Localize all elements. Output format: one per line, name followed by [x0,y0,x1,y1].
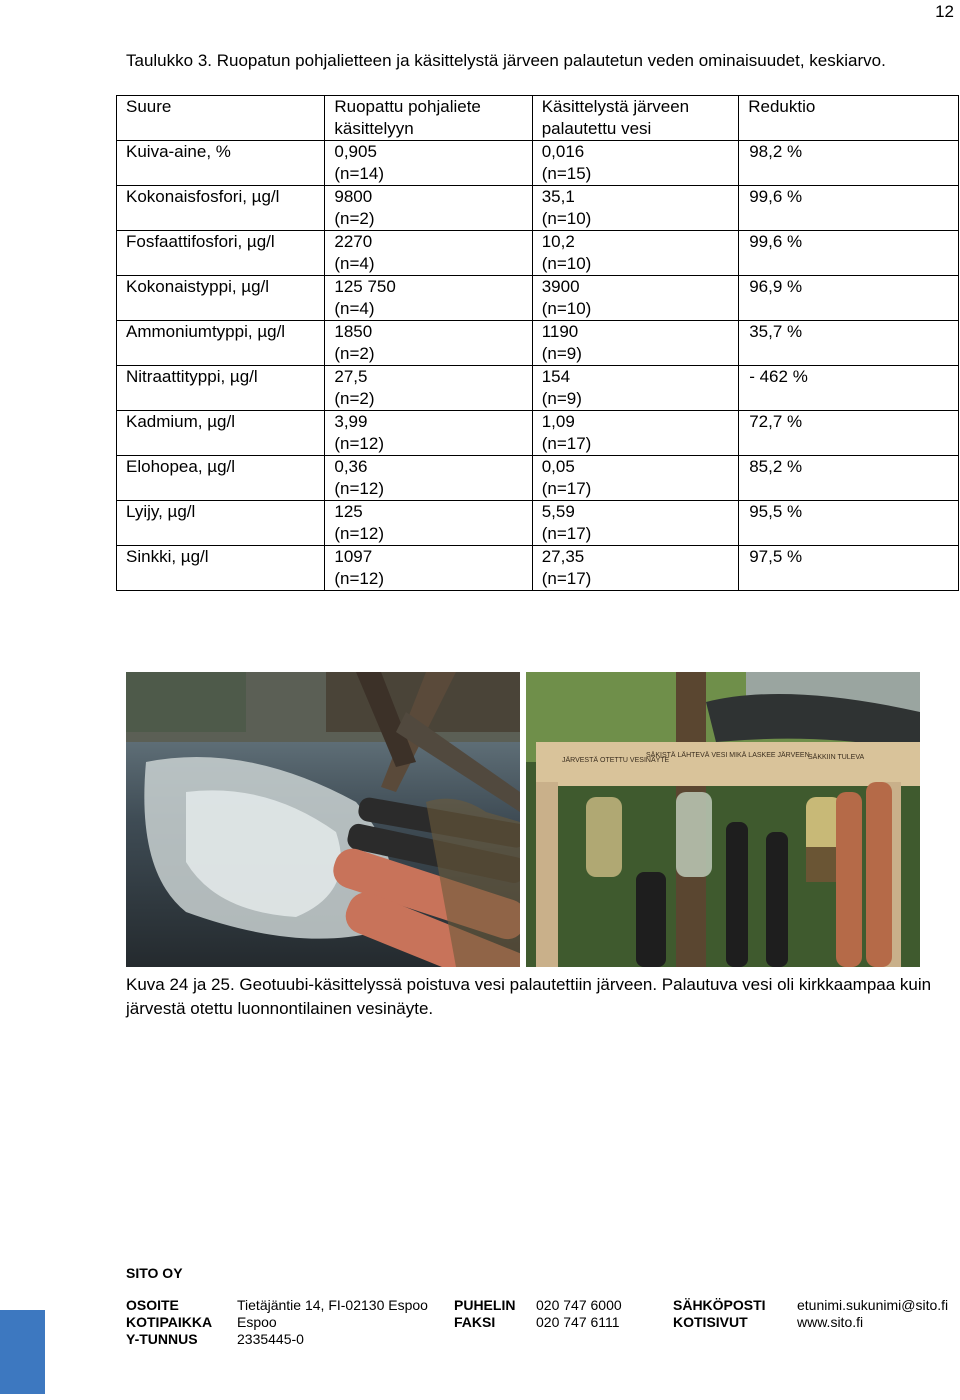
cell-reduction-line: 99,6 % [749,187,803,206]
cell-parameter [117,231,325,276]
cell-parameter-line: Fosfaattifosfori, µg/l [126,232,275,251]
cell-parameter-line: Ammoniumtyppi, µg/l [126,322,286,341]
cell-reduction-line: 99,6 % [749,232,803,251]
footer-phone: 020 747 6000 [536,1297,622,1313]
cell-sludge-value-line: (n=2) [334,344,375,363]
table-row [117,186,959,231]
cell-sludge-value-line: (n=12) [334,569,384,588]
cell-sludge-value-line: 1097 [334,547,373,566]
cell-water-value-line: 5,59 [541,502,575,521]
cell-reduction-line: - 462 % [749,367,808,386]
cell-parameter [117,546,325,591]
cell-water-value-line: (n=17) [541,479,592,498]
footer-label-domicile: KOTIPAIKKA [126,1314,213,1330]
cell-sludge-value-line: (n=2) [334,389,375,408]
cell-reduction-line: 97,5 % [749,547,803,566]
footer-label-website: KOTISIVUT [673,1314,748,1330]
cell-water-value-line: (n=10) [541,254,592,273]
cell-sludge-value-line: (n=4) [334,254,375,273]
cell-sludge-value [325,141,532,186]
header-sludge: Ruopattu pohjaliete käsittelyyn [325,96,532,141]
cell-parameter [117,366,325,411]
footer-label-address: OSOITE [126,1297,179,1313]
cell-water-value [532,456,739,501]
table-row [117,366,959,411]
cell-sludge-value [325,546,532,591]
cell-parameter [117,411,325,456]
cell-parameter [117,456,325,501]
cell-water-value [532,411,739,456]
photo-pipes-discharge [126,672,520,967]
cell-parameter-line: Lyijy, µg/l [126,502,196,521]
cell-reduction [739,501,959,546]
cell-parameter-line: Kuiva-aine, % [126,142,231,161]
cell-parameter [117,276,325,321]
table-row [117,546,959,591]
cell-water-value-line: (n=17) [541,434,592,453]
cell-water-value [532,366,739,411]
cell-reduction [739,186,959,231]
cell-parameter-line: Nitraattityppi, µg/l [126,367,258,386]
cell-reduction [739,411,959,456]
table-row [117,501,959,546]
cell-water-value-line: (n=17) [541,524,592,543]
cell-sludge-value [325,321,532,366]
cell-water-value [532,141,739,186]
cell-water-value [532,186,739,231]
cell-reduction [739,231,959,276]
cell-sludge-value-line: 0,905 [334,142,377,161]
cell-sludge-value-line: 125 750 [334,277,396,296]
cell-sludge-value-line: (n=12) [334,479,384,498]
table-row [117,321,959,366]
page-number: 12 [935,2,954,21]
cell-reduction [739,366,959,411]
cell-sludge-value-line: 27,5 [334,367,368,386]
results-table [116,95,959,591]
cell-water-value-line: 0,016 [541,142,585,161]
cell-sludge-value [325,366,532,411]
cell-sludge-value [325,456,532,501]
cell-water-value-line: 1,09 [541,412,575,431]
cell-water-value-line: 154 [541,367,571,386]
cell-parameter-line: Kokonaistyppi, µg/l [126,277,270,296]
footer-label-businessid: Y-TUNNUS [126,1331,198,1347]
cell-reduction [739,321,959,366]
cell-sludge-value-line: 1850 [334,322,373,341]
cell-water-value-line: (n=10) [541,299,592,318]
table-row [117,456,959,501]
footer-domicile: Espoo [237,1314,277,1330]
cell-water-value-line: 3900 [541,277,580,296]
cell-sludge-value [325,411,532,456]
footer-accent-bar [0,1310,45,1394]
footer-email[interactable]: etunimi.sukunimi@sito.fi [797,1297,949,1313]
cell-water-value-line: 35,1 [541,187,575,206]
header-suure: Suure [117,96,325,141]
sign-text-3: SÄKKIIN TULEVA [808,754,865,761]
cell-reduction [739,141,959,186]
cell-water-value-line: (n=9) [541,344,582,363]
table-row [117,231,959,276]
cell-reduction-line: 85,2 % [749,457,803,476]
cell-sludge-value-line: 9800 [334,187,373,206]
cell-sludge-value-line: (n=14) [334,164,384,183]
cell-sludge-value [325,186,532,231]
photo-water-samples [526,672,920,967]
table-row [117,411,959,456]
cell-sludge-value [325,231,532,276]
table-header-row [117,96,959,141]
cell-water-value-line: 1190 [541,322,579,341]
cell-sludge-value-line: (n=4) [334,299,375,318]
cell-sludge-value-line: (n=12) [334,524,384,543]
cell-sludge-value-line: 2270 [334,232,373,251]
header-reduction: Reduktio [739,96,959,141]
cell-water-value [532,321,739,366]
footer-website[interactable]: www.sito.fi [797,1314,864,1330]
footer-fax: 020 747 6111 [536,1314,620,1330]
cell-parameter-line: Elohopea, µg/l [126,457,236,476]
cell-reduction [739,456,959,501]
figure-caption: Kuva 24 ja 25. Geotuubi-käsittelyssä poistuva vesi palautettiin järveen. Palautuva vesi oli kirkkaampaa kuin järvestä otettu luonnontilainen vesinäyte. [126,975,932,1018]
footer-address: Tietäjäntie 14, FI-02130 Espoo [237,1297,428,1313]
table-caption: Taulukko 3. Ruopatun pohjalietteen ja käsittelystä järveen palautetun veden ominaisuudet, keskiarvo. [126,51,886,70]
table-row [117,141,959,186]
cell-water-value-line: 10,2 [541,232,575,251]
cell-parameter-line: Kokonaisfosfori, µg/l [126,187,280,206]
footer-label-email: SÄHKÖPOSTI [673,1297,766,1313]
table-row [117,276,959,321]
cell-water-value-line: (n=9) [541,389,582,408]
cell-sludge-value [325,276,532,321]
cell-reduction-line: 95,5 % [749,502,803,521]
cell-parameter [117,501,325,546]
sign-text-1: JÄRVESTÄ OTETTU VESINÄYTE [562,757,670,764]
cell-parameter [117,141,325,186]
header-water: Käsittelystä järveen palautettu vesi [532,96,739,141]
photo-samples-image [526,672,920,967]
cell-water-value-line: (n=15) [541,164,592,183]
cell-reduction-line: 35,7 % [749,322,803,341]
cell-parameter [117,186,325,231]
photo-pipes-image [126,672,520,967]
cell-water-value-line: (n=10) [541,209,592,228]
cell-water-value-line: 27,35 [541,547,585,566]
cell-reduction-line: 96,9 % [749,277,803,296]
cell-sludge-value [325,501,532,546]
cell-water-value [532,546,739,591]
cell-water-value-line: (n=17) [541,569,592,588]
cell-parameter-line: Kadmium, µg/l [126,412,235,431]
footer-label-fax: FAKSI [454,1314,496,1330]
cell-reduction [739,546,959,591]
cell-parameter-line: Sinkki, µg/l [126,547,209,566]
cell-reduction [739,276,959,321]
footer-label-phone: PUHELIN [454,1297,516,1313]
cell-water-value [532,231,739,276]
cell-water-value [532,501,739,546]
cell-sludge-value-line: 3,99 [334,412,368,431]
sign-text-2: SÄKISTÄ LÄHTEVÄ VESI MIKÄ LASKEE JÄRVEEN [646,752,810,759]
cell-reduction-line: 98,2 % [749,142,803,161]
cell-parameter [117,321,325,366]
cell-water-value [532,276,739,321]
cell-water-value-line: 0,05 [541,457,575,476]
company-name: SITO OY [126,1265,183,1281]
footer-businessid: 2335445-0 [237,1331,304,1347]
cell-sludge-value-line: (n=12) [334,434,384,453]
cell-sludge-value-line: 0,36 [334,457,368,476]
cell-sludge-value-line: 125 [334,502,363,521]
cell-sludge-value-line: (n=2) [334,209,375,228]
cell-reduction-line: 72,7 % [749,412,803,431]
